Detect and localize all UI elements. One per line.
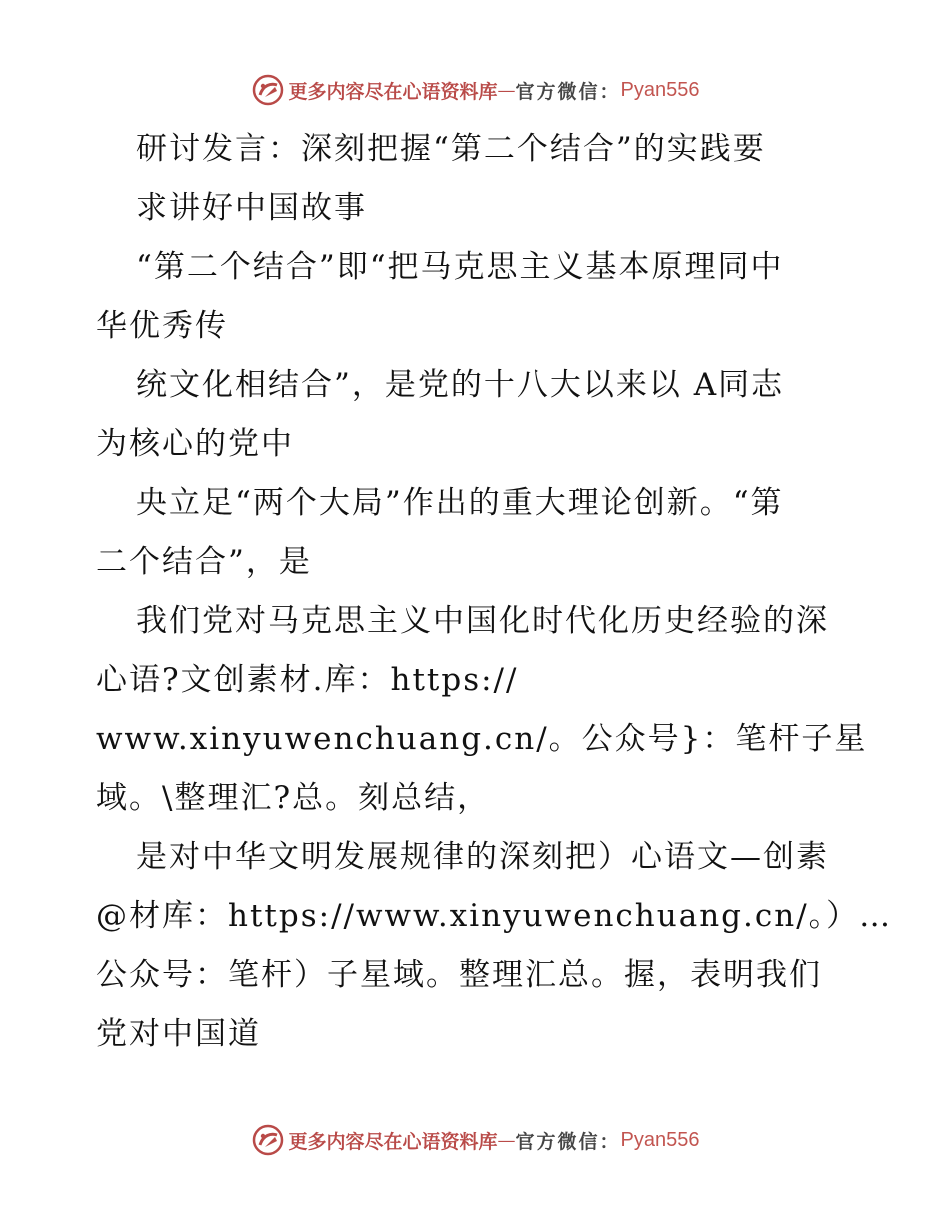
text-line: 央立足“两个大局”作出的重大理论创新。“第: [136, 485, 784, 521]
text-line: 是对中华文明发展规律的深刻把）心语文—创素: [136, 839, 829, 875]
text-line: @材库：https://www.xinyuwenchuang.cn/。）…: [96, 898, 893, 934]
text-line: 域。\整理汇?总。刻总结，: [96, 780, 491, 816]
footer-wechat-id: Pyan556: [620, 1128, 700, 1151]
brand-logo-icon: [251, 1123, 285, 1157]
text-line: 求讲好中国故事: [136, 190, 367, 226]
header-wechat-label: 官方微信：: [515, 80, 621, 103]
text-line: 统文化相结合”，是党的十八大以来以 A同志: [136, 367, 785, 403]
text-line: 公众号：笔杆）子星域。整理汇总。握，表明我们: [96, 957, 822, 993]
text-line: 党对中国道: [96, 1016, 261, 1052]
header-watermark-banner: [0, 70, 950, 110]
text-line: 研讨发言：深刻把握“第二个结合”的实践要: [136, 131, 766, 167]
footer-dash: —: [497, 1129, 516, 1151]
footer-wechat-label: 官方微信：: [515, 1130, 621, 1153]
header-dash: —: [497, 79, 516, 101]
document-body: [96, 120, 893, 1064]
footer-brand-text: 更多内容尽在心语资料库: [288, 1130, 498, 1153]
text-line: 我们党对马克思主义中国化时代化历史经验的深: [136, 603, 829, 639]
header-brand-text: 更多内容尽在心语资料库: [288, 80, 498, 103]
text-line: 为核心的党中: [96, 426, 294, 462]
footer-watermark-banner: [0, 1120, 950, 1160]
text-line: 心语?文创素材.库：https://: [96, 662, 519, 698]
text-line: 华优秀传: [96, 308, 228, 344]
header-wechat-id: Pyan556: [620, 78, 700, 101]
text-line: “第二个结合”即“把马克思主义基本原理同中: [136, 249, 784, 285]
text-line: 二个结合”，是: [96, 544, 312, 580]
brand-logo-icon: [251, 73, 285, 107]
text-line: www.xinyuwenchuang.cn/。公众号}：笔杆子星: [96, 721, 868, 757]
